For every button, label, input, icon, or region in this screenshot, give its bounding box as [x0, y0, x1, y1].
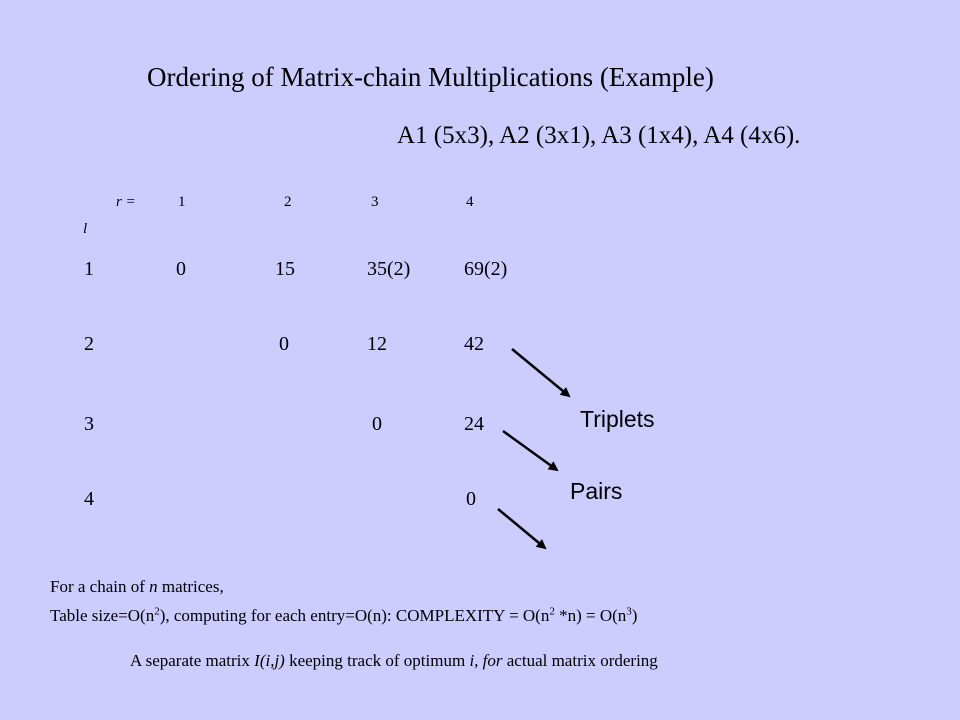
arrow-icon	[498, 509, 545, 548]
table-cell: 24	[464, 413, 484, 435]
table-cell: 69(2)	[464, 258, 508, 280]
note-line-2: Table $size=O(n^2)$, computing for each entry=O(n): COMPLEXITY = $O(n^2$ $*n) = O(n^3)$	[50, 605, 638, 625]
table-cell: 0	[372, 413, 382, 435]
pairs-label: Pairs	[570, 478, 623, 504]
table-cell: 0	[176, 258, 186, 280]
col-header-2: 2	[284, 194, 292, 210]
table-cell: 35(2)	[367, 258, 411, 280]
arrow-icon	[512, 349, 569, 396]
arrow-icon	[503, 431, 557, 470]
table-cell: 42	[464, 333, 484, 355]
note-line-3: A separate matrix I(i,j) keeping track of optimum i, for actual matrix ordering	[130, 651, 658, 670]
col-header-1: 1	[178, 194, 186, 210]
table-cell: 12	[367, 333, 387, 355]
r-label: r =	[116, 194, 136, 210]
row-label-3: 3	[84, 413, 94, 435]
row-label-2: 2	[84, 333, 94, 355]
table-cell: 15	[275, 258, 295, 280]
triplets-label: Triplets	[580, 406, 655, 432]
table-cell: 0	[279, 333, 289, 355]
col-header-3: 3	[371, 194, 379, 210]
table-cell: 0	[466, 488, 476, 510]
row-label-1: 1	[84, 258, 94, 280]
row-label-4: 4	[84, 488, 94, 510]
page-title: Ordering of Matrix-chain Multiplications (Example)	[147, 62, 714, 92]
l-label: l	[83, 221, 88, 237]
col-header-4: 4	[466, 194, 474, 210]
matrix-dimensions: A1 (5x3), A2 (3x1), A3 (1x4), A4 (4x6).	[397, 122, 801, 149]
note-line-1: For a chain of n matrices,	[50, 577, 224, 596]
